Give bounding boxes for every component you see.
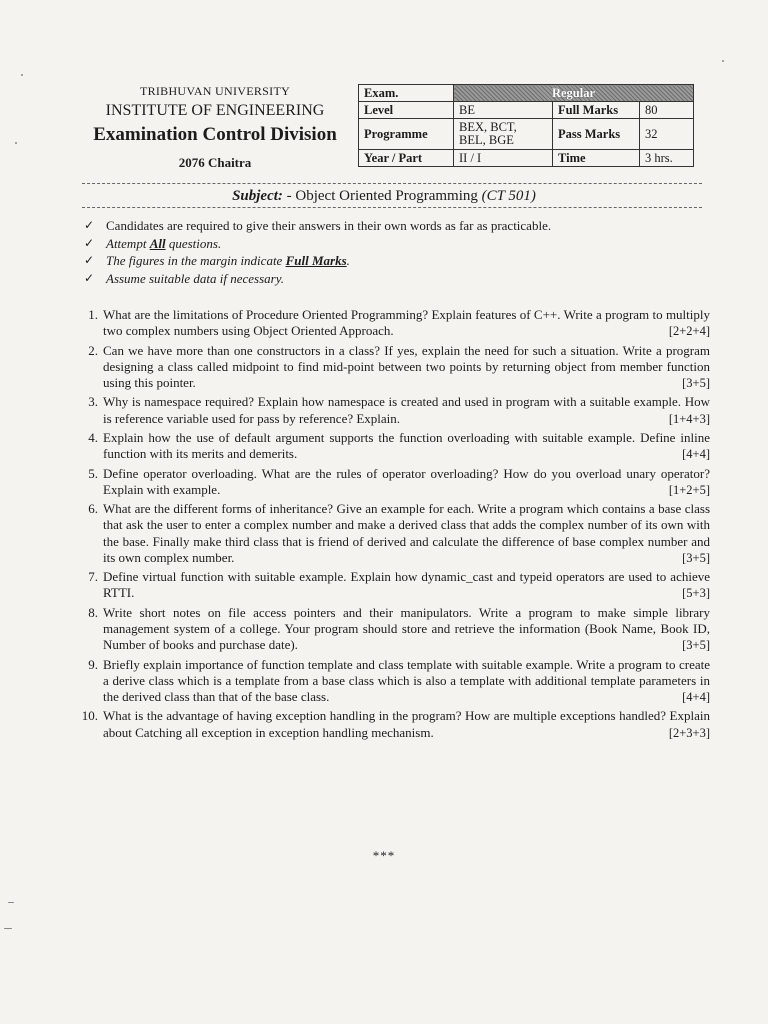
question-marks: [2+2+4] (668, 324, 710, 339)
instruction-item (84, 270, 704, 288)
divider-line (82, 207, 702, 208)
level-label: Level (359, 102, 454, 119)
question-marks: [3+5] (682, 638, 710, 653)
scan-speck (15, 142, 17, 144)
year-part-value: II / I (454, 150, 553, 167)
question-marks: [1+2+5] (668, 482, 710, 497)
question-item (72, 430, 712, 462)
question-text: Why is namespace required? Explain how namespace is created and used in program with a suitable example. How is reference variable used for pass by reference? Explain. (103, 394, 710, 426)
question-marks: [3+5] (682, 550, 710, 565)
pass-marks-value: 32 (640, 119, 694, 150)
instruction-part: questions. (165, 235, 222, 251)
instruction-item (84, 217, 704, 235)
programme-value (454, 119, 553, 150)
scan-speck (21, 74, 23, 76)
full-marks-value: 80 (640, 102, 694, 119)
exam-info-table (358, 84, 694, 167)
question-number: 3. (88, 394, 98, 410)
table-row (359, 150, 694, 167)
question-marks: [5+3] (682, 586, 710, 601)
exam-type-value: Regular (454, 85, 694, 102)
question-marks: [4+4] (682, 447, 710, 462)
level-value: BE (454, 102, 553, 119)
question-number: 8. (88, 604, 98, 620)
question-marks: [3+5] (682, 376, 710, 390)
year-part-label: Year / Part (359, 150, 454, 167)
question-number: 4. (88, 429, 98, 445)
question-text: Define virtual function with suitable example. Explain how dynamic_cast and typeid operators are used to achieve RTTI. (103, 569, 710, 601)
programme-value-line: BEL, BGE (459, 133, 514, 147)
instruction-part: Attempt (106, 235, 150, 251)
pass-marks-label: Pass Marks (553, 119, 640, 150)
question-item (72, 394, 712, 426)
question-item (72, 307, 712, 339)
header-block (70, 84, 360, 171)
checkmark-icon: ✓ (84, 270, 95, 285)
programme-value-line: BEX, BCT, (459, 120, 517, 134)
table-row (359, 85, 694, 102)
instruction-item (84, 252, 704, 270)
question-marks: [1+4+3] (668, 411, 710, 426)
question-text: What are the different forms of inheritance? Give an example for each. Write a program which contains a base class that ask the user to enter a complex number and make a derived class that adds the complex number of its own with the base. Finally make third class that is friend of derived and calculate the difference of base complex number and its own complex number. (103, 501, 710, 565)
exam-label: Exam. (359, 85, 454, 102)
questions-list (72, 307, 712, 744)
instruction-text (106, 236, 221, 251)
instruction-emphasis: Full Marks (285, 253, 347, 268)
instruction-part: . (346, 253, 350, 268)
divider-line (82, 183, 702, 184)
subject-title: - Object Oriented Programming (282, 188, 482, 204)
question-item (72, 501, 712, 566)
question-text: Can we have more than one constructors in a class? If yes, explain the need for such a situation. Write a program designing a class called midpoint to find mid-point between two points by returning object from member function using this pointer. (103, 342, 710, 390)
table-row (359, 102, 694, 119)
exam-year: 2076 Chaitra (178, 155, 252, 170)
checkmark-icon: ✓ (84, 253, 95, 267)
question-item (72, 657, 712, 706)
subject-line (0, 188, 768, 205)
scan-speck (722, 60, 724, 62)
university-name: TRIBHUVAN UNIVERSITY (139, 84, 291, 98)
question-number: 7. (88, 569, 98, 585)
checkmark-icon: ✓ (84, 235, 95, 250)
question-number: 10. (81, 708, 98, 724)
checkmark-icon: ✓ (84, 218, 95, 232)
division-name: Examination Control Division (93, 124, 337, 145)
question-text: What is the advantage of having exception handling in the program? How are multiple exceptions handled? Explain about Catching all exception in exception handling mechanism. (103, 708, 710, 740)
instructions-list (84, 217, 704, 287)
subject-label: Subject: (232, 188, 283, 204)
question-number: 2. (88, 342, 98, 358)
question-marks: [4+4] (682, 689, 710, 704)
question-marks: [2+3+3] (668, 725, 710, 740)
instruction-text (106, 253, 350, 268)
instruction-text: Candidates are required to give their answers in their own words as far as practicable. (106, 218, 552, 233)
question-number: 6. (88, 501, 98, 517)
programme-label: Programme (359, 119, 454, 150)
subject-code: (CT 501) (481, 188, 536, 204)
question-number: 9. (88, 656, 98, 672)
question-item (72, 605, 712, 654)
question-text: Explain how the use of default argument supports the function overloading with suitable example. Define inline function with its merits and demerits. (103, 429, 710, 462)
question-number: 5. (88, 465, 98, 481)
question-item (72, 708, 712, 740)
scan-speck (4, 928, 12, 929)
question-text: Define operator overloading. What are the rules of operator overloading? How do you overload unary operator? Explain with example. (103, 465, 710, 497)
instruction-emphasis: All (149, 235, 166, 251)
institute-name: INSTITUTE OF ENGINEERING (105, 102, 325, 119)
question-text: What are the limitations of Procedure Oriented Programming? Explain features of C++. Write a program to multiply two complex numbers using Object Oriented Approach. (103, 307, 710, 339)
time-label: Time (553, 150, 640, 167)
instruction-item (84, 235, 704, 253)
instruction-text: Assume suitable data if necessary. (106, 270, 285, 286)
end-of-paper-mark: *** (372, 848, 396, 863)
table-row (359, 119, 694, 150)
full-marks-label: Full Marks (553, 102, 640, 119)
question-text: Briefly explain importance of function template and class template with suitable example. Write a program to create a derive class which is a template from a base class which is also a template with additional template parameters in the derived class than that of the base class. (103, 656, 710, 704)
question-number: 1. (88, 307, 98, 322)
question-item (72, 466, 712, 498)
scan-speck (8, 902, 14, 903)
time-value: 3 hrs. (640, 150, 694, 167)
question-text: Write short notes on file access pointers and their manipulators. Write a program to make simple library management system of a college. Your program should store and retrieve the information (Book Name, Book ID, Number of books and purchase date). (103, 604, 710, 653)
instruction-part: The figures in the margin indicate (106, 253, 286, 268)
question-item (72, 343, 712, 392)
question-item (72, 569, 712, 601)
